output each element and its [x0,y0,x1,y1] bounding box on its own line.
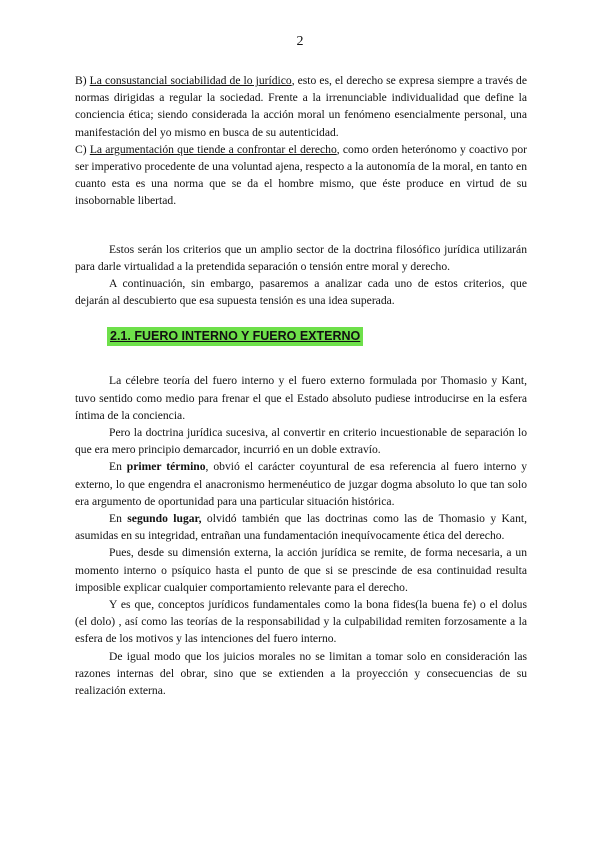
paragraph-pues: Pues, desde su dimensión externa, la acción jurídica se remite, de forma necesaria, a un momento interno o psíquico hasta el punto de que si se prescinde de esa continuidad resulta imposible explicar cualquier comportamiento relevante para el derecho. [75,546,527,594]
paragraph-teoria: La célebre teoría del fuero interno y el fuero externo formulada por Thomasio y Kant, tuvo sentido como medio para frenar el que el Estado absoluto pudiese introducirse en la esfera íntima de la conciencia. [75,374,527,422]
paragraph-doctrina: Pero la doctrina jurídica sucesiva, al convertir en criterio incuestionable de separación lo que era mero principio demarcador, incurrió en un doble extravío. [75,426,527,457]
paragraph-de-igual-modo: De igual modo que los juicios morales no se limitan a tomar solo en consideración las razones internas del obrar, sino que se extienden a la proyección y consecuencias de su realización externa. [75,649,527,698]
paragraph-c [75,141,527,210]
page-number: 2 [296,34,304,49]
paragraph-segundo-pre: En [109,512,128,526]
paragraph-primer-text: , obvió el carácter coyuntural de esa referencia al fuero interno y externo, lo que engendra el anacronismo hermenéutico de juzgar dogma absoluto lo que tan solo era argumento de oportunidad para una particular situación histórica. [75,460,528,508]
paragraph-b [75,72,527,141]
section-heading: 2.1. FUERO INTERNO Y FUERO EXTERNO [107,327,363,346]
paragraph-b-text: , esto es, el derecho se expresa siempre a través de normas dirigidas a regular la sociedad. Frente a la irrenunciable individualidad que define la conciencia ética; siendo considerada la acción moral un fenómeno esencialmente personal, una manifestación del yo mismo en busca de su autenticidad. [75,74,527,139]
paragraph-c-prefix: C) [75,142,90,156]
paragraph-primer-bold: primer término [126,460,206,474]
paragraph-primer-pre: En [109,460,127,474]
paragraph-segundo-lugar [75,510,527,544]
paragraph-segundo-bold: segundo lugar, [127,512,202,526]
paragraph-c-text: , como orden heterónomo y coactivo por ser imperativo procedente de una voluntad ajena, respecto a la autonomía de la moral, en tanto en cuanto esta es una norma que se da el hombre mismo, que éste produce en virtud de su insobornable libertad. [75,142,527,208]
paragraph-primer-termino [75,458,527,510]
paragraph-c-underlined: La argumentación que tiende a confrontar el derecho [89,142,337,156]
paragraph-continuacion: A continuación, sin embargo, pasaremos a analizar cada uno de estos criterios, que dejarán al descubierto que esa supuesta tensión es una idea superada. [75,277,527,308]
page-body [75,72,527,699]
paragraph-y-es-que: Y es que, conceptos jurídicos fundamentales como la bona fides(la buena fe) o el dolus (el dolo) , así como las teorías de la responsabilidad y la culpabilidad remiten forzosamente a la esfera de los motivos y las intenciones del fuero interno. [75,598,527,646]
section-heading-wrap [107,327,527,346]
paragraph-criterios: Estos serán los criterios que un amplio sector de la doctrina filosófico jurídica utilizarán para darle virtualidad a la pretendida separación o tensión entre moral y derecho. [75,242,527,273]
paragraph-segundo-text: olvidó también que las doctrinas como las de Thomasio y Kant, asumidas en su integridad, entrañan una fundamentación inequívocamente ética del derecho. [75,512,527,543]
paragraph-b-underlined: La consustancial sociabilidad de lo jurídico [89,74,292,87]
spacer [75,210,527,241]
paragraph-b-prefix: B) [75,74,90,87]
